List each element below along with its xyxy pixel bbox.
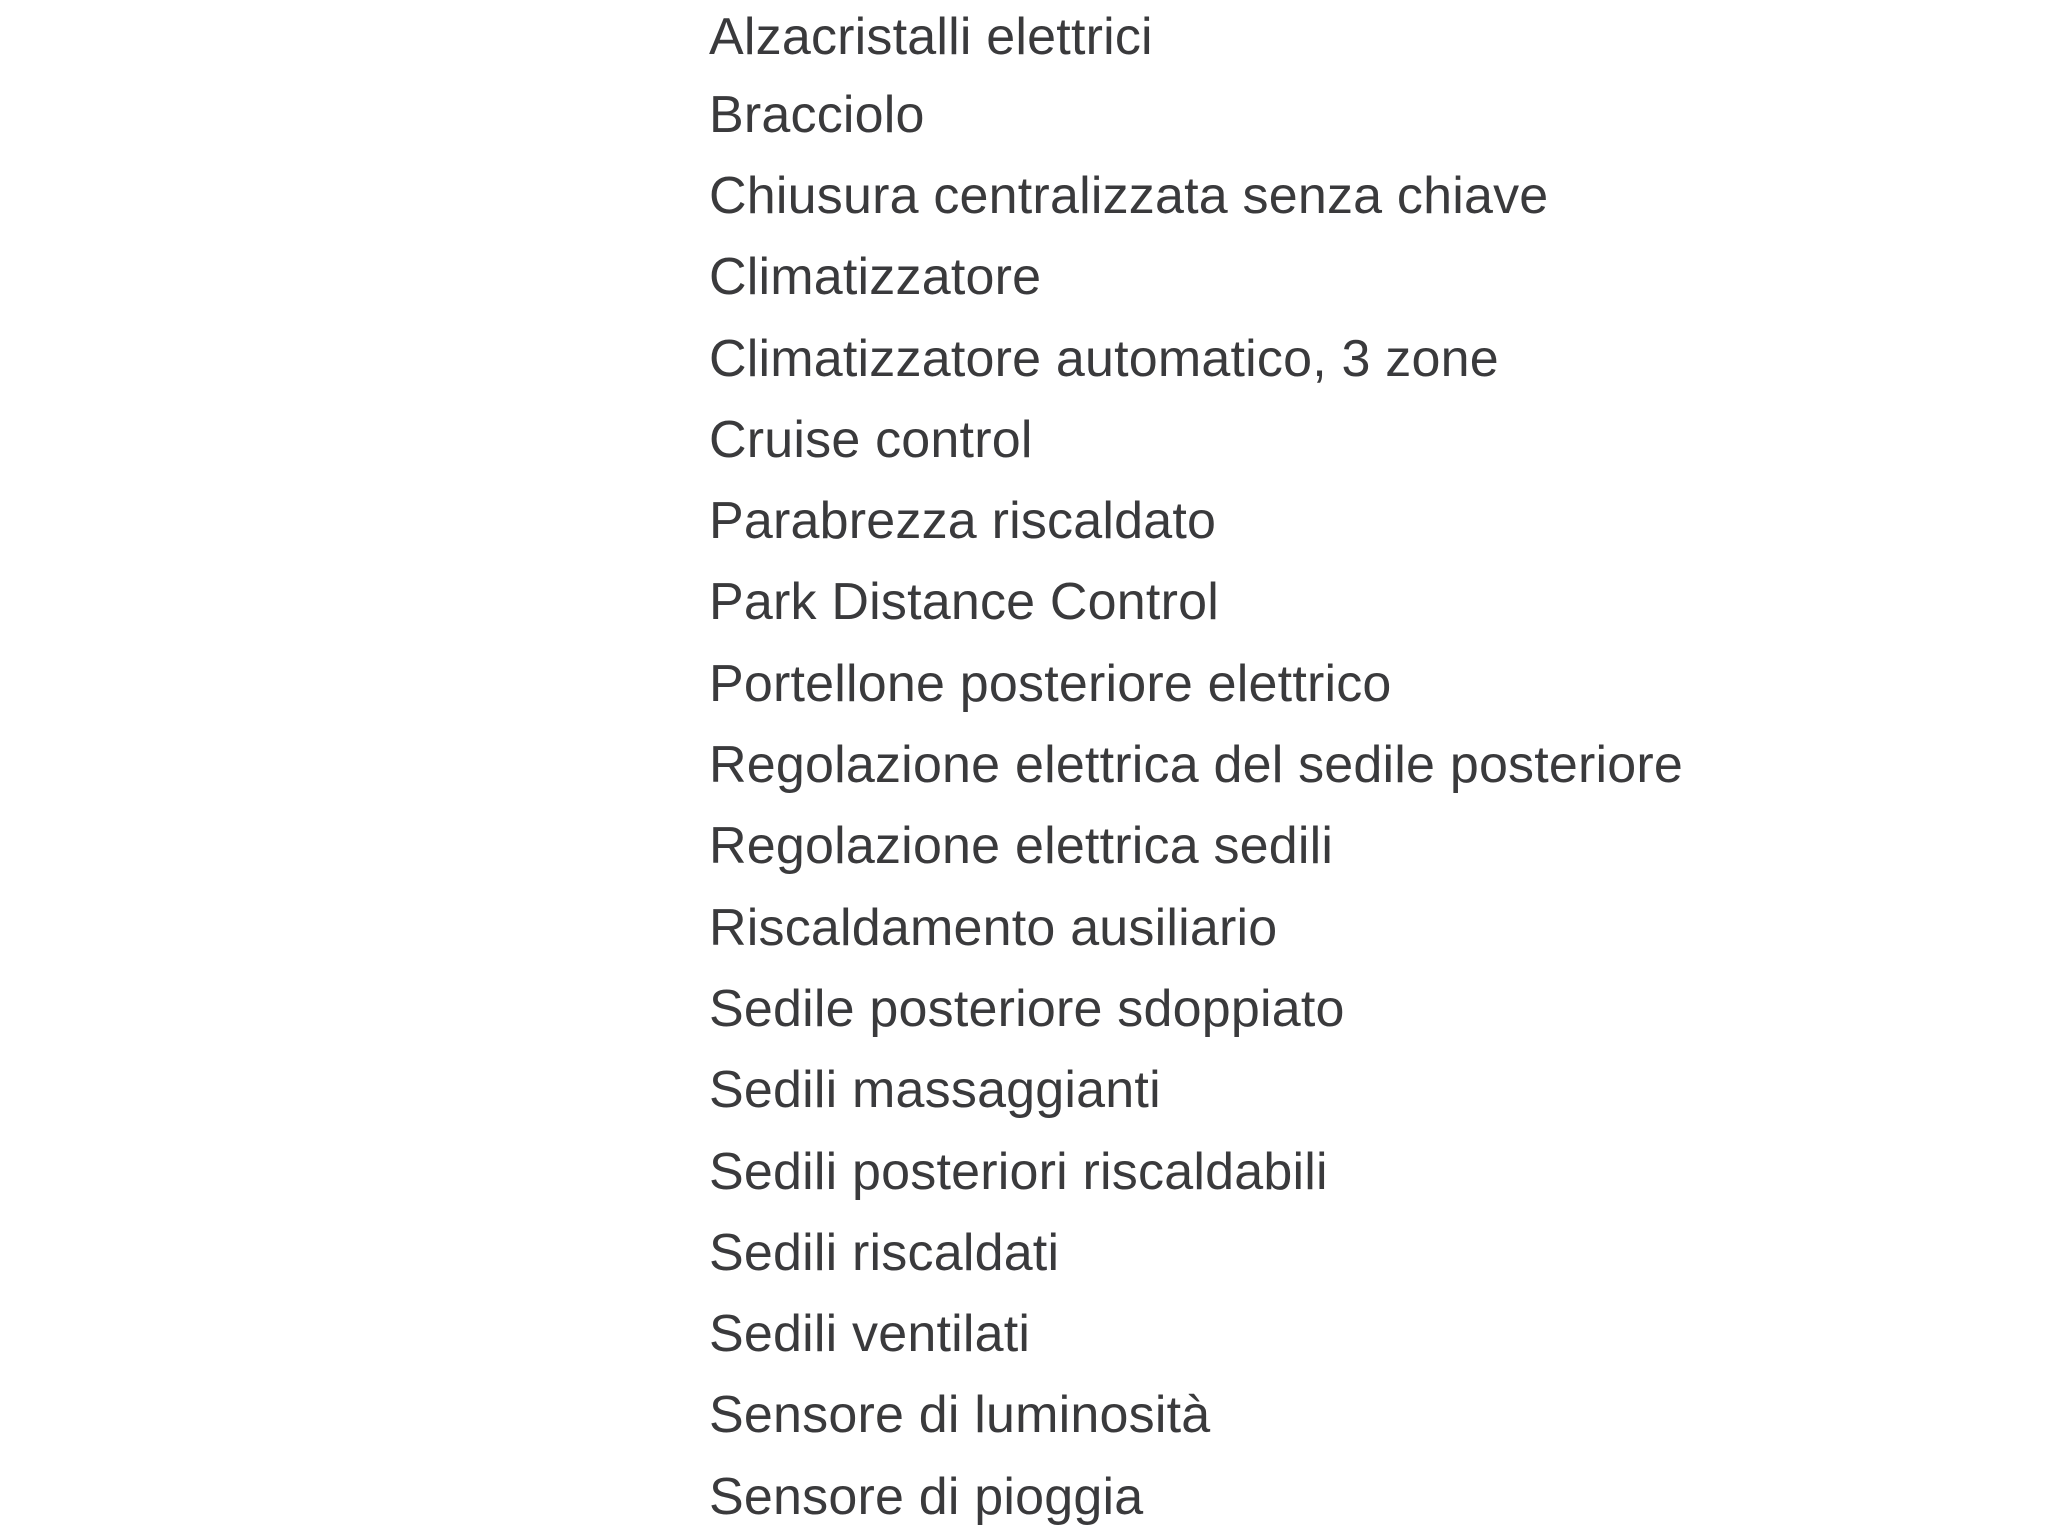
- list-item: Sensore di pioggia: [709, 1467, 1144, 1526]
- list-item: Regolazione elettrica del sedile posteriore: [709, 736, 1684, 795]
- list-item: Sedili massaggianti: [709, 1061, 1161, 1120]
- feature-list: [709, 0, 1683, 1536]
- list-item: Alzacristalli elettrici: [709, 8, 1153, 66]
- list-item: Riscaldamento ausiliario: [709, 898, 1278, 957]
- list-item: Regolazione elettrica sedili: [709, 817, 1334, 876]
- list-item: Climatizzatore: [709, 248, 1042, 307]
- list-item: Parabrezza riscaldato: [709, 492, 1217, 551]
- list-item: Climatizzatore automatico, 3 zone: [709, 329, 1499, 388]
- list-item: Cruise control: [709, 410, 1033, 469]
- list-item: Sedili riscaldati: [709, 1223, 1060, 1282]
- list-item: Chiusura centralizzata senza chiave: [709, 166, 1549, 225]
- list-item: Sedili ventilati: [709, 1305, 1031, 1364]
- list-item: Sedile posteriore sdoppiato: [709, 979, 1345, 1038]
- list-item: Park Distance Control: [709, 573, 1219, 632]
- list-item: Bracciolo: [709, 85, 925, 144]
- list-item: Portellone posteriore elettrico: [709, 654, 1392, 713]
- list-item: Sensore di luminosità: [709, 1386, 1211, 1445]
- list-item: Sedili posteriori riscaldabili: [709, 1142, 1328, 1201]
